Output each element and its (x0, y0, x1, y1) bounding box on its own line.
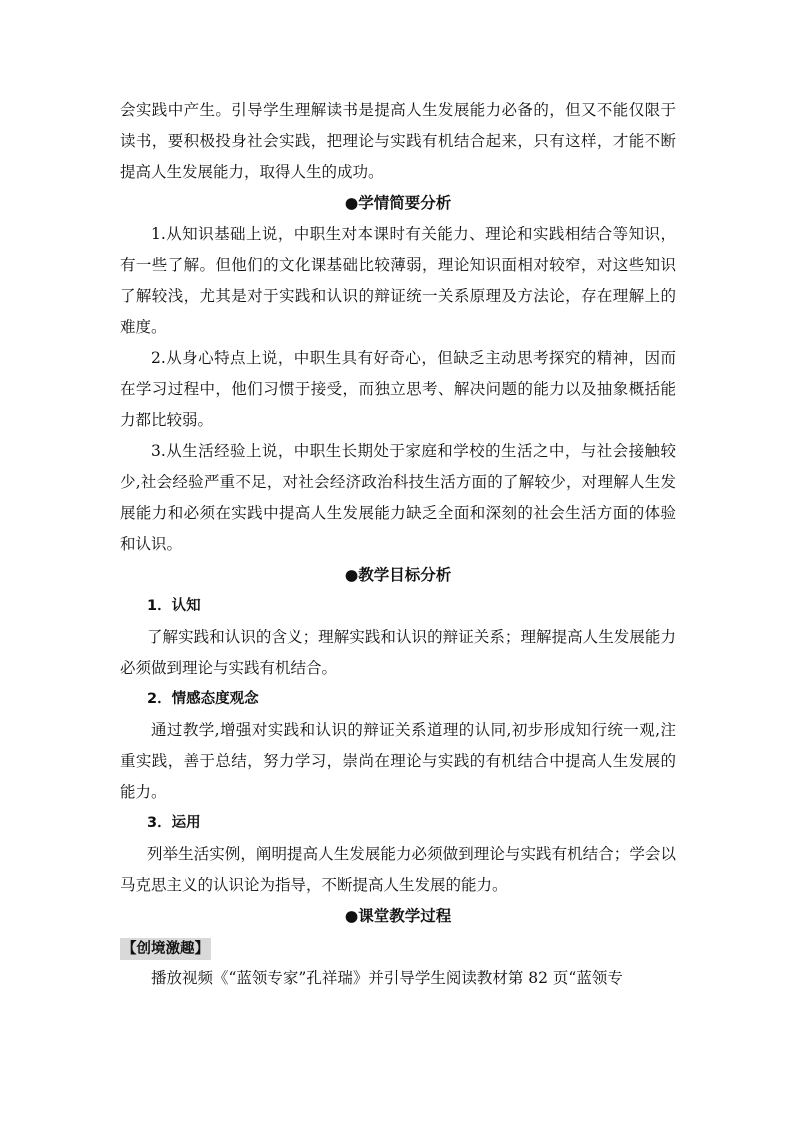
student-analysis-paragraph-2: 2.从身心特点上说，中职生具有好奇心，但缺乏主动思考探究的精神，因而在学习过程中，他们习惯于接受，而独立思考、解决问题的能力以及抽象概括能力都比较弱。 (120, 349, 676, 429)
objective-title-emotion: 2．情感态度观念 (147, 691, 259, 707)
document-body (120, 95, 676, 994)
student-analysis-paragraph-1: 1.从知识基础上说，中职生对本课时有关能力、理论和实践相结合等知识，有一些了解。但他们的文化课基础比较薄弱，理论知识面相对较窄，对这些知识了解较浅，尤其是对于实践和认识的辩证统一关系原理及方法论，存在理解上的难度。 (120, 225, 676, 336)
objective-title-application: 3．运用 (147, 815, 201, 831)
objective-text-application: 列举生活实例，阐明提高人生发展能力必须做到理论与实践有机结合；学会以马克思主义的认识论为指导，不断提高人生发展的能力。 (120, 845, 676, 894)
process-tag-row (120, 932, 676, 963)
objective-text-cognition: 了解实践和认识的含义；理解实践和认识的辩证关系；理解提高人生发展能力必须做到理论与实践有机结合。 (120, 628, 676, 677)
objective-text-emotion: 通过教学,增强对实践和认识的辩证关系道理的认同,初步形成知行统一观,注重实践，善于总结，努力学习，崇尚在理论与实践的有机结合中提高人生发展的能力。 (120, 721, 676, 801)
section-heading-process: ●课堂教学过程 (344, 907, 452, 925)
process-tag: 【创境激趣】 (120, 938, 211, 960)
section-heading-student-analysis: ●学情简要分析 (344, 194, 452, 212)
intro-paragraph: 会实践中产生。引导学生理解读书是提高人生发展能力必备的，但又不能仅限于读书，要积极投身社会实践，把理论与实践有机结合起来，只有这样，才能不断提高人生发展能力，取得人生的成功。 (120, 101, 676, 181)
process-paragraph: 播放视频《“蓝领专家”孔祥瑞》并引导学生阅读教材第 82 页“蓝领专 (151, 969, 623, 987)
section-heading-objectives: ●教学目标分析 (344, 566, 452, 584)
objective-title-cognition: 1．认知 (147, 598, 201, 614)
student-analysis-paragraph-3: 3.从生活经验上说，中职生长期处于家庭和学校的生活之中，与社会接触较少,社会经验严重不足，对社会经济政治科技生活方面的了解较少，对理解人生发展能力和必须在实践中提高人生发展能力缺乏全面和深刻的社会生活方面的体验和认识。 (120, 442, 676, 553)
